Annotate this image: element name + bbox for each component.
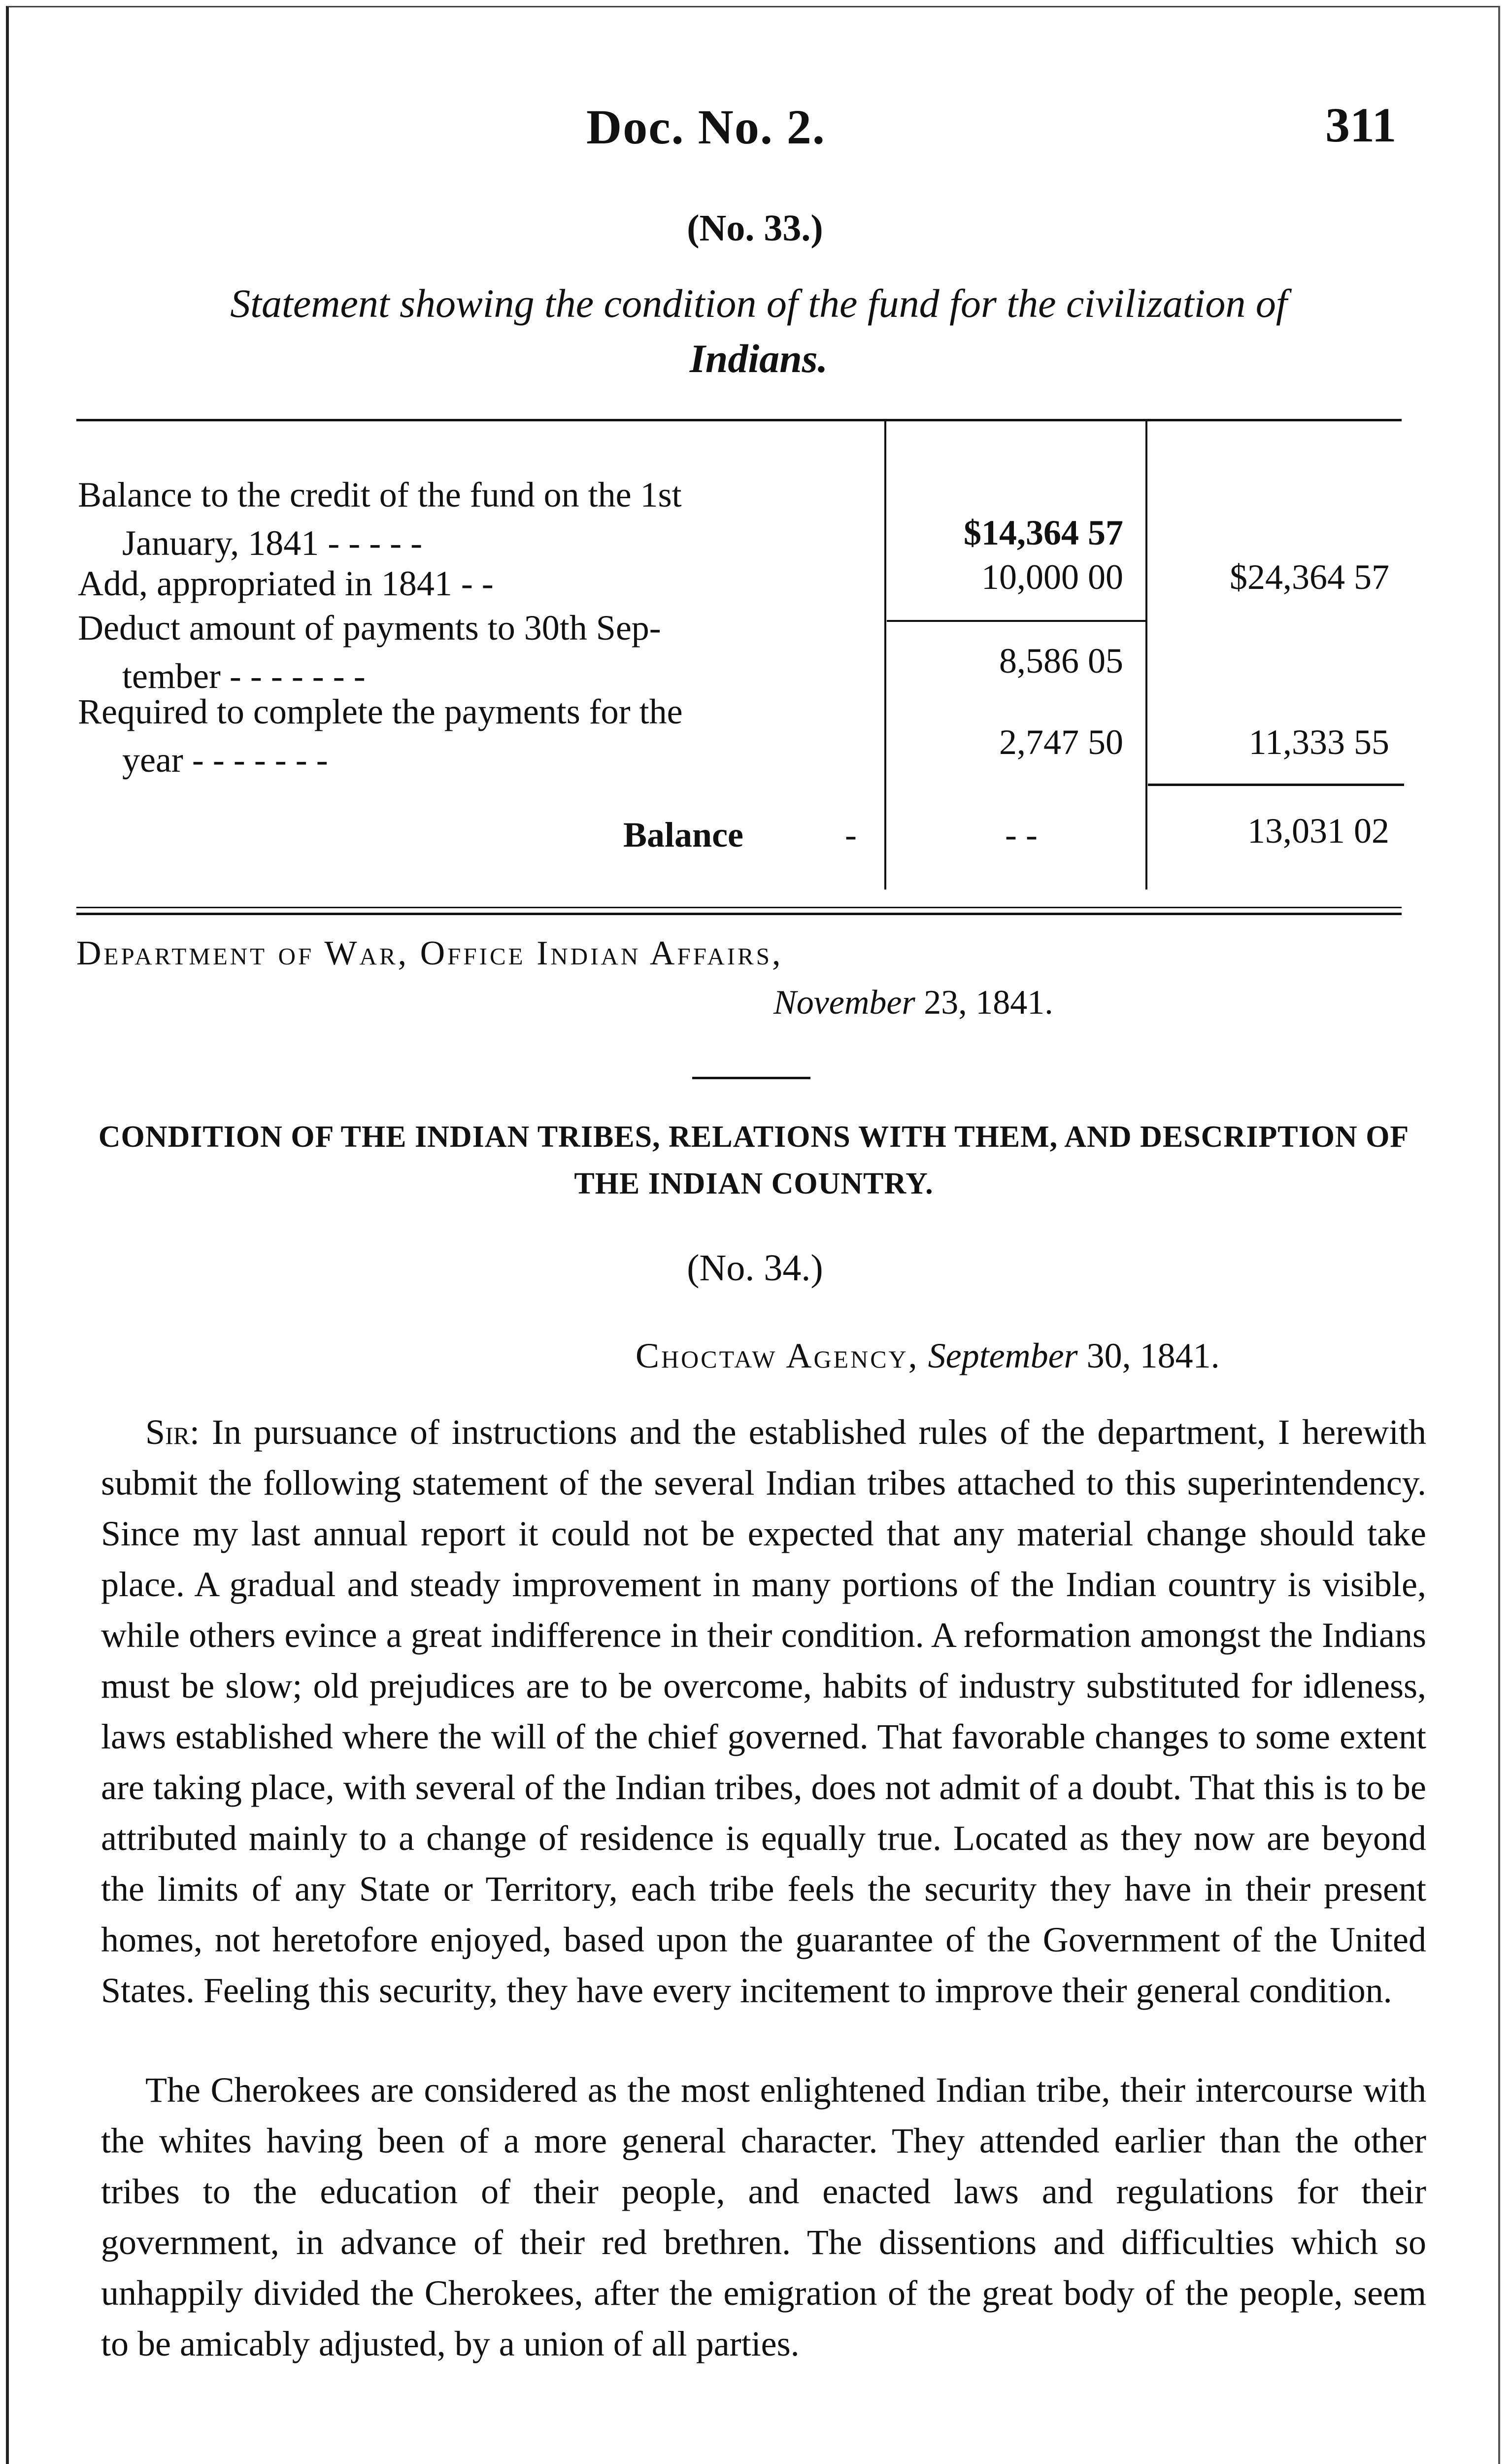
table-row-1-line1: Balance to the credit of the fund on the 1st [78, 475, 682, 514]
department-date [773, 983, 1053, 1023]
paragraph-1-text: In pursuance of instructions and the established rules of the department, I herewith submit the following statement of the several Indian tribes attached to this superintendency. Since my last annual report it could not be expected that any material change should take place. A gradual and steady improvement in many portions of the Indian country is visible, while others evince a great indifference in their condition. A reformation amongst the Indians must be slow; old prejudices are to be overcome, habits of industry substituted for idleness, laws established where the will of the chief governed. That favorable changes to some extent are taking place, with several of the Indian tribes, does not admit of a doubt. That this is to be attributed mainly to a change of residence is equally true. Located as they now are beyond the limits of any State or Territory, each tribe feels the security they have in their present homes, not heretofore enjoyed, based upon the guarantee of the Government of the United States. Feeling this security, they have every incitement to improve their general condition. [101, 1412, 1427, 2010]
table-row-1-label [78, 471, 682, 567]
table-row-2-line1: Add, appropriated in 1841 - - [78, 564, 494, 603]
statement-title [74, 276, 1443, 386]
letter-dateline [636, 1335, 1220, 1376]
dateline-rest: 30, 1841. [1086, 1336, 1220, 1375]
dateline-month: September [928, 1336, 1078, 1375]
statement-title-line2: Indians. [689, 336, 828, 381]
department-line: Department of War, Office Indian Affairs, [76, 934, 783, 972]
balance-middle-dashes: - - [1005, 815, 1038, 855]
salutation: Sir: [145, 1412, 200, 1452]
table-divider-left [884, 421, 886, 890]
table-row-3-label [78, 604, 661, 700]
table-row-4-label [78, 687, 683, 784]
section-separator-rule [692, 1077, 810, 1079]
balance-dash: - [845, 815, 857, 855]
table-row-1-amount: $14,364 57 [964, 513, 1123, 552]
section-number-33: (No. 33.) [687, 207, 823, 249]
table-row-2-label [78, 559, 494, 608]
table-row-3-line1: Deduct amount of payments to 30th Sep- [78, 608, 661, 648]
table-row-4-line2: year - - - - - - - [122, 740, 328, 780]
table-bottom-rule-2 [76, 913, 1402, 915]
table-top-rule [76, 419, 1402, 421]
column-total-rule [1148, 784, 1404, 786]
document-number: Doc. No. 2. [586, 100, 826, 154]
balance-amount: 13,031 02 [1247, 811, 1389, 851]
table-row-4-amount: 2,747 50 [999, 722, 1123, 762]
department-date-month: November [773, 984, 915, 1022]
paragraph-1 [101, 1407, 1426, 2016]
table-row-3-amount: 8,586 05 [999, 641, 1123, 681]
section-heading: CONDITION OF THE INDIAN TRIBES, RELATIONS WITH THEM, AND DESCRIPTION OF THE INDIAN COUNTRY. [98, 1120, 1409, 1200]
table-bottom-rule [76, 907, 1402, 908]
department-date-rest: 23, 1841. [924, 984, 1053, 1022]
table-divider-right [1145, 421, 1147, 890]
page-number: 311 [1325, 98, 1397, 152]
paragraph-2: The Cherokees are considered as the most enlightened Indian tribe, their intercourse with the whites having been of a more general character. They attended earlier than the other tribes to the education of their people, and enacted laws and regulations for their government, in advance of their red brethren. The dissentions and difficulties which so unhappily divided the Cherokees, after the emigration of the great body of the people, seem to be amicably adjusted, by a union of all parties. [101, 2070, 1426, 2363]
dateline-place: Choctaw Agency, [636, 1336, 919, 1375]
statement-title-line1: Statement showing the condition of the fund for the civilization of [230, 281, 1287, 326]
table-row-2-amount: 10,000 00 [981, 557, 1123, 597]
column-subtotal-rule [887, 620, 1145, 622]
table-row-4-total: 11,333 55 [1248, 722, 1389, 762]
table-row-2-total: $24,364 57 [1230, 557, 1389, 597]
section-number-34: (No. 34.) [687, 1247, 823, 1289]
balance-label: Balance [623, 815, 743, 855]
table-row-4-line1: Required to complete the payments for the [78, 692, 683, 731]
table-row-3-line2: tember - - - - - - - [122, 656, 366, 696]
table-row-1-line2: January, 1841 - - - - - [122, 523, 423, 563]
